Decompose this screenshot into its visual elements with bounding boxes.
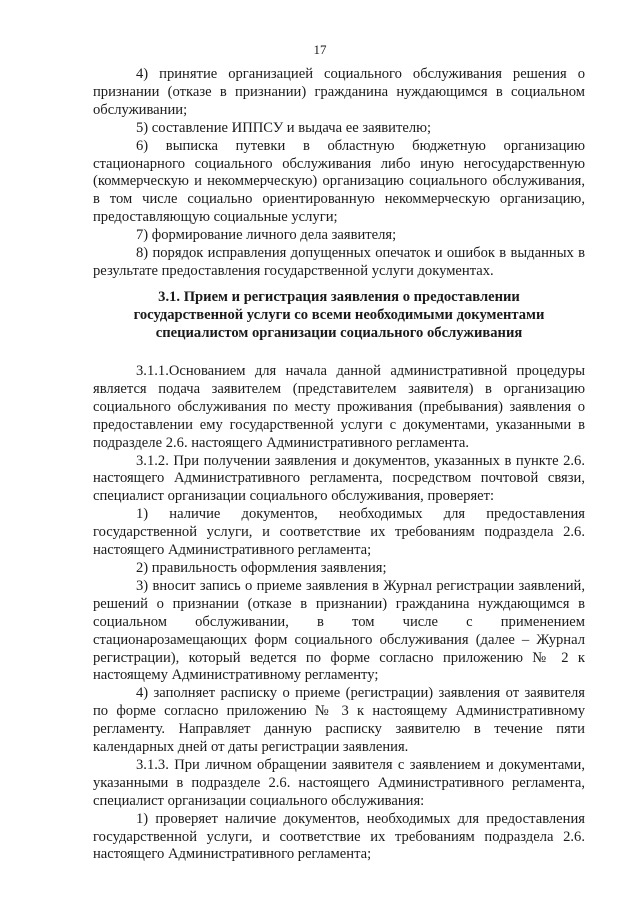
- list-top: [93, 66, 585, 281]
- paragraph: 3.1.3. При личном обращении заявителя с заявлением и документами, указанными в подразделе 2.6. настоящего Административного регламента, специалист организации социального обслуживания:: [93, 756, 585, 809]
- paragraph: 1) наличие документов, необходимых для предоставления государственной услуги, и соответствие их требованиям подраздела 2.6. настоящего Административного регламента;: [93, 506, 585, 559]
- heading-line: специалистом организации социального обслуживания: [155, 324, 523, 341]
- list-item: 6) выписка путевки в областную бюджетную организацию стационарного социального обслуживания либо иную негосударственную (коммерческую и некоммерческую) организацию социального обслуживания, в том числе социально ориентированную некоммерческую организацию, предоставляющую социальные услуги;: [93, 137, 585, 226]
- heading-line: 3.1. Прием и регистрация заявления о предоставлении: [158, 289, 520, 305]
- paragraph: 3.1.1.Основанием для начала данной административной процедуры является подача заявителем (представителем заявителя) в организацию социального обслуживания по месту проживания (пребывания) заявления о предоставлении ему государственной услуги с документами, указанными в подразделе 2.6. настоящего Административного регламента.: [93, 363, 585, 451]
- paragraph: 3) вносит запись о приеме заявления в Журнал регистрации заявлений, решений о признании (отказе в признании) гражданина нуждающимся в социальном обслуживании, в том числе с применением стационарозамещающих форм социального обслуживания (далее – Журнал регистрации), который ведется по форме согласно приложению № 2 к настоящему Административному регламенту;: [93, 577, 585, 684]
- list-item: 7) формирование личного дела заявителя;: [136, 227, 397, 244]
- paragraph: 2) правильность оформления заявления;: [136, 559, 387, 576]
- section-body: [93, 363, 585, 864]
- paragraph: 4) заполняет расписку о приеме (регистрации) заявления от заявителя по форме согласно приложению № 3 к настоящему Административному регламенту. Направляет данную расписку заявителю в течение пяти календарных дней от даты регистрации заявления.: [93, 685, 585, 756]
- section-heading: [93, 289, 585, 343]
- paragraph: 1) проверяет наличие документов, необходимых для предоставления государственной услуги, и соответствие их требованиям подраздела 2.6. настоящего Административного регламента;: [93, 810, 585, 863]
- paragraph: 3.1.2. При получении заявления и документов, указанных в пункте 2.6. настоящего Административного регламента, посредством почтовой связи, специалист организации социального обслуживания, проверяет:: [93, 452, 585, 505]
- list-item: 5) составление ИППСУ и выдача ее заявителю;: [136, 119, 432, 136]
- page-number: 17: [313, 42, 327, 57]
- heading-line: государственной услуги со всеми необходимыми документами: [133, 306, 545, 323]
- list-item: 4) принятие организацией социального обслуживания решения о признании (отказе в признании) гражданина нуждающимся в социальном обслуживании;: [93, 66, 585, 118]
- list-item: 8) порядок исправления допущенных опечаток и ошибок в выданных в результате предоставления государственной услуги документах.: [93, 245, 585, 279]
